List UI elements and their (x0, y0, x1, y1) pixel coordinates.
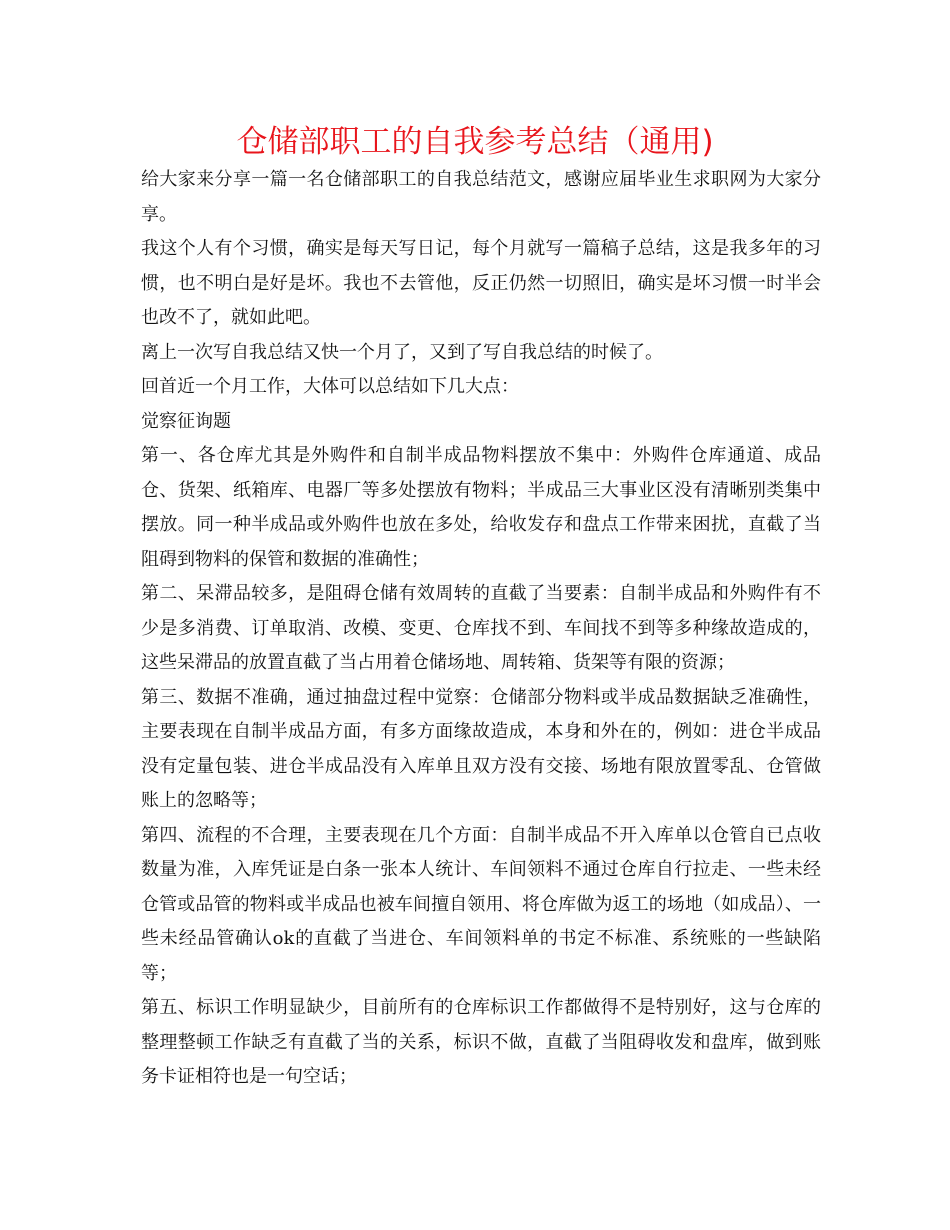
paragraph-habit: 我这个人有个习惯，确实是每天写日记，每个月就写一篇稿子总结，这是我多年的习惯，也不明白是好是坏。我也不去管他，反正仍然一切照旧，确实是坏习惯一时半会也改不了，就如此吧。 (141, 238, 821, 328)
paragraph-point-5: 第五、标识工作明显缺少，目前所有的仓库标识工作都做得不是特别好，这与仓库的整理整顿工作缺乏有直截了当的关系，标识不做，直截了当阻碍收发和盘库，做到账务卡证相符也是一句空话； (141, 997, 821, 1087)
paragraph-time: 离上一次写自我总结又快一个月了，又到了写自我总结的时候了。 (141, 341, 663, 363)
paragraph-point-4: 第四、流程的不合理，主要表现在几个方面：自制半成品不开入库单以仓管自已点收数量为准，入库凭证是白条一张本人统计、车间领料不通过仓库自行拉走、一些未经仓管或品管的物料或半成品也被车间擅自领用、将仓库做为返工的场地（如成品）、一些未经品管确认ok的直截了当进仓、车间领料单的书定不标准、系统账的一些缺陷等； (141, 824, 821, 984)
section-heading-issues: 觉察征询题 (141, 410, 231, 432)
paragraph-review: 回首近一个月工作，大体可以总结如下几大点： (141, 376, 519, 397)
paragraph-point-3: 第三、数据不准确，通过抽盘过程中觉察：仓储部分物料或半成品数据缺乏准确性，主要表现在自制半成品方面，有多方面缘故造成，本身和外在的，例如：进仓半成品没有定量包装、进仓半成品没有入库单且双方没有交接、场地有限放置零乱、仓管做账上的忽略等； (141, 686, 821, 811)
paragraph-point-2: 第二、呆滞品较多，是阻碍仓储有效周转的直截了当要素：自制半成品和外购件有不少是多消费、订单取消、改模、变更、仓库找不到、车间找不到等多种缘故造成的，这些呆滞品的放置直截了当占用着仓储场地、周转箱、货架等有限的资源； (141, 583, 821, 673)
paragraph-intro: 给大家来分享一篇一名仓储部职工的自我总结范文，感谢应届毕业生求职网为大家分享。 (141, 169, 821, 225)
document-body (141, 163, 821, 1095)
document-title: 仓储部职工的自我参考总结（通用) (236, 124, 714, 160)
paragraph-point-1: 第一、各仓库尤其是外购件和自制半成品物料摆放不集中：外购件仓库通道、成品仓、货架、纸箱库、电器厂等多处摆放有物料；半成品三大事业区没有清晰别类集中摆放。同一种半成品或外购件也放在多处，给收发存和盘点工作带来困扰，直截了当阻碍到物料的保管和数据的准确性； (141, 445, 821, 570)
